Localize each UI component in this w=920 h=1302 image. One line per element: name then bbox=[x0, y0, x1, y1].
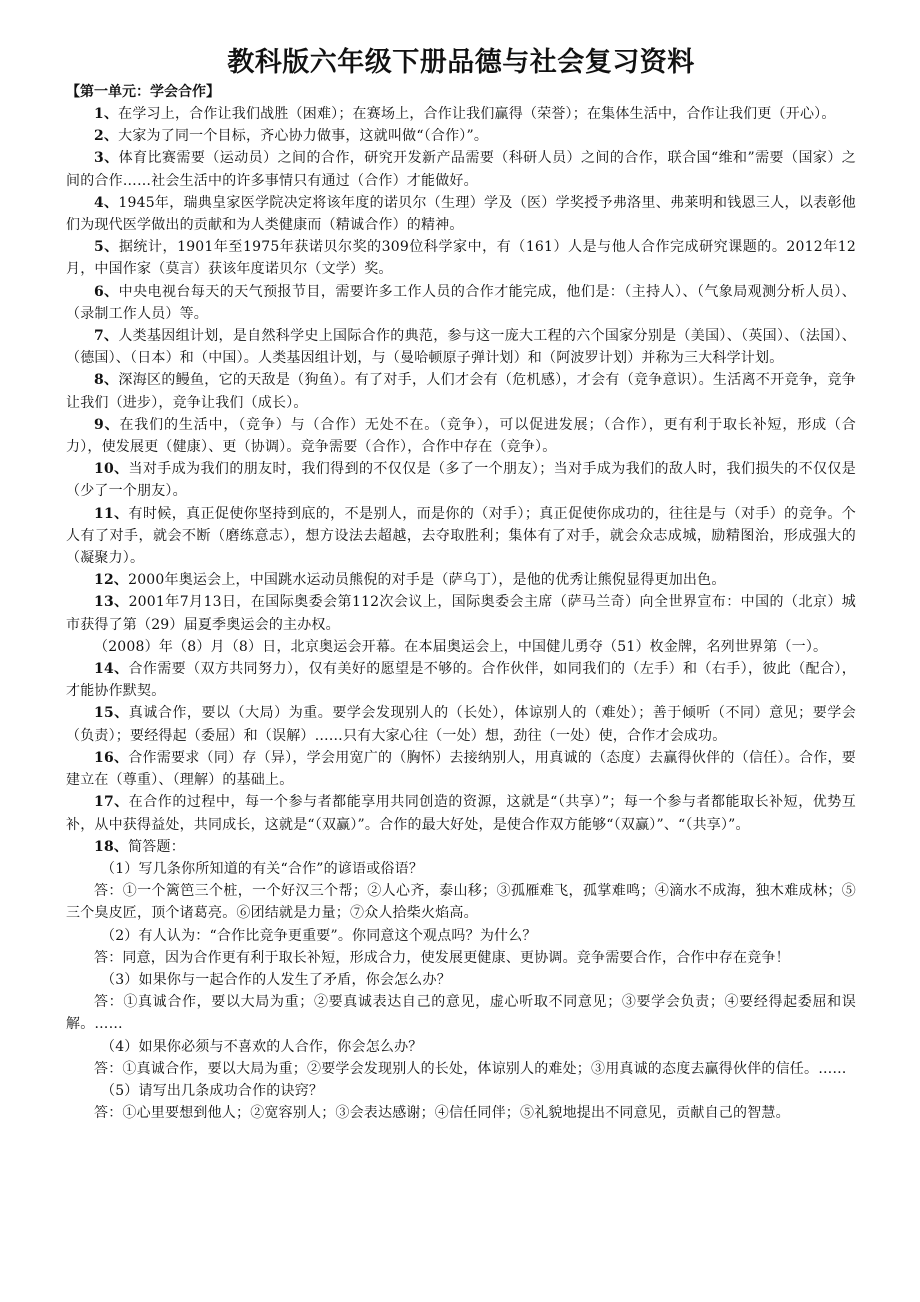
item-text: 合作需要求（同）存（异），学会用宽广的（胸怀）去接纳别人，用真诚的（态度）去赢得伙伴的（信任）。合作，要建立在（尊重）、（理解）的基础上。 bbox=[66, 749, 856, 789]
item-text: 中央电视台每天的天气预报节目，需要许多工作人员的合作才能完成，他们是：（主持人）、（气象局观测分析人员）、（录制工作人员）等。 bbox=[66, 283, 856, 322]
item-paragraph bbox=[66, 591, 856, 635]
item-paragraph bbox=[66, 503, 856, 570]
item-number: 10、 bbox=[94, 461, 129, 478]
document-title: 教科版六年级下册品德与社会复习资料 bbox=[227, 47, 695, 78]
answer: 答：①心里要想到他人；②宽容别人；③会表达感谢；④信任同伴；⑤礼貌地提出不同意见，贡献自己的智慧。 bbox=[94, 1105, 790, 1122]
item-text: 大家为了同一个目标，齐心协力做事，这就叫做“（合作）”。 bbox=[118, 128, 489, 145]
item-paragraph bbox=[66, 325, 856, 369]
question: （5）请写出几条成功合作的诀窍？ bbox=[101, 1082, 324, 1099]
numbered-items bbox=[66, 103, 856, 858]
item-text: 真诚合作，要以（大局）为重。要学会发现别人的（长处），体谅别人的（难处）；善于倾听（不同）意见；要学会（负责）；要经得起（委屈）和（误解）……只有大家心往（一处）想，劲往（一处）使，合作才会成功。 bbox=[66, 705, 856, 744]
item-text: 当对手成为我们的朋友时，我们得到的不仅仅是（多了一个朋友）；当对手成为我们的敌人时，我们损失的不仅仅是（少了一个朋友）。 bbox=[66, 461, 856, 500]
item-number: 9、 bbox=[94, 416, 120, 433]
answer: 答：①真诚合作，要以大局为重；②要真诚表达自己的意见，虚心听取不同意见；③要学会负责；④要经得起委屈和误解。…… bbox=[66, 994, 856, 1033]
item-number: 13、 bbox=[94, 594, 129, 611]
item-paragraph-continued bbox=[66, 636, 856, 658]
item-paragraph bbox=[66, 103, 856, 125]
item-text: 简答题： bbox=[128, 838, 185, 855]
item-paragraph bbox=[66, 125, 856, 147]
question: （1）写几条你所知道的有关“合作”的谚语或俗语？ bbox=[101, 860, 424, 877]
item-text: 2001年7月13日，在国际奥委会第112次会议上，国际奥委会主席（萨马兰奇）向全世界宣布：中国的（北京）城市获得了第（29）届夏季奥运会的主办权。 bbox=[66, 594, 856, 633]
item-paragraph bbox=[66, 658, 856, 702]
item-paragraph bbox=[66, 458, 856, 502]
item-text: 1945年，瑞典皇家医学院决定将该年度的诺贝尔（生理）学及（医）学奖授予弗洛里、弗莱明和钱恩三人，以表彰他们为现代医学做出的贡献和为人类健康而（精诚合作）的精神。 bbox=[66, 194, 856, 234]
item-text: 在学习上，合作让我们战胜（困难）；在赛场上，合作让我们赢得（荣誉）；在集体生活中，合作让我们更（开心）。 bbox=[118, 106, 836, 122]
item-text: 据统计，1901年至1975年获诺贝尔奖的309位科学家中，有（161）人是与他人合作完成研究课题的。2012年12月，中国作家（莫言）获该年度诺贝尔（文学）奖。 bbox=[66, 239, 856, 278]
item-number: 3、 bbox=[94, 150, 119, 167]
item-number: 18、 bbox=[94, 838, 129, 855]
item-text: 深海区的鳗鱼，它的天敌是（狗鱼）。有了对手，人们才会有（危机感），才会有（竞争意识）。生活离不开竞争，竞争让我们（进步），竞争让我们（成长）。 bbox=[66, 372, 856, 411]
item-number: 7、 bbox=[94, 328, 119, 345]
item-paragraph bbox=[66, 414, 856, 458]
item-number: 16、 bbox=[94, 749, 129, 766]
question: （2）有人认为：“合作比竞争更重要”。你同意这个观点吗？为什么？ bbox=[101, 927, 537, 944]
item-paragraph bbox=[66, 281, 856, 325]
item-text: 在合作的过程中，每一个参与者都能享用共同创造的资源，这就是“（共享）”；每一个参与者都能取长补短，优势互补，从中获得益处，共同成长，这就是“（双赢）”。合作的最大好处，是使合作双方能够“（双赢）”、“（共享）”。 bbox=[66, 794, 856, 833]
item-text: （2008）年（8）月（8）日，北京奥运会开幕。在本届奥运会上，中国健儿勇夺（51）枚金牌，名列世界第（一）。 bbox=[94, 638, 828, 655]
item-paragraph bbox=[66, 747, 856, 791]
answer: 答：①一个篱笆三个桩，一个好汉三个帮；②人心齐，泰山移；③孤雁难飞，孤掌难鸣；④滴水不成海，独木难成林；⑤三个臭皮匠，顶个诸葛亮。⑥团结就是力量；⑦众人拾柴火焰高。 bbox=[66, 883, 856, 922]
item-paragraph bbox=[66, 569, 856, 591]
item-text: 合作需要（双方共同努力），仅有美好的愿望是不够的。合作伙伴，如同我们的（左手）和（右手），彼此（配合），才能协作默契。 bbox=[66, 661, 856, 700]
item-number: 11、 bbox=[94, 505, 129, 522]
question: （3）如果你与一起合作的人发生了矛盾，你会怎么办？ bbox=[101, 971, 451, 988]
unit-heading: 【第一单元：学会合作】 bbox=[66, 84, 220, 100]
item-paragraph bbox=[66, 836, 856, 858]
answer: 答：①真诚合作，要以大局为重；②要学会发现别人的长处，体谅别人的难处；③用真诚的态度去赢得伙伴的信任。…… bbox=[94, 1060, 847, 1077]
item-text: 在我们的生活中，（竞争）与（合作）无处不在。（竞争），可以促进发展；（合作），更有利于取长补短，形成（合力），使发展更（健康）、更（协调）。竞争需要（合作），合作中存在（竞争）。 bbox=[66, 416, 856, 456]
item-text: 有时候，真正促使你坚持到底的，不是别人，而是你的（对手）；真正促使你成功的，往往是与（对手）的竞争。个人有了对手，就会不断（磨练意志），想方设法去超越，去夺取胜利；集体有了对手，就会众志成城，励精图治，形成强大的（凝聚力）。 bbox=[66, 505, 856, 567]
short-answer-section bbox=[66, 858, 856, 1124]
answer: 答：同意，因为合作更有利于取长补短，形成合力，使发展更健康、更协调。竞争需要合作，合作中存在竞争！ bbox=[94, 949, 790, 966]
item-number: 15、 bbox=[94, 705, 129, 722]
item-number: 17、 bbox=[94, 794, 129, 811]
item-number: 2、 bbox=[94, 128, 119, 145]
item-number: 4、 bbox=[94, 194, 119, 211]
item-paragraph bbox=[66, 702, 856, 746]
item-number: 8、 bbox=[94, 372, 119, 389]
item-number: 12、 bbox=[94, 572, 129, 589]
item-number: 5、 bbox=[94, 239, 119, 256]
item-text: 2000年奥运会上，中国跳水运动员熊倪的对手是（萨乌丁），是他的优秀让熊倪显得更加出色。 bbox=[128, 572, 726, 589]
item-paragraph bbox=[66, 192, 856, 236]
item-number: 6、 bbox=[94, 283, 119, 300]
item-text: 人类基因组计划，是自然科学史上国际合作的典范，参与这一庞大工程的六个国家分别是（美国）、（英国）、（法国）、（德国）、（日本）和（中国）。人类基因组计划，与（曼哈顿原子弹计划）和（阿波罗计划）并称为三大科学计划。 bbox=[66, 328, 856, 367]
item-paragraph bbox=[66, 147, 856, 191]
item-text: 体育比赛需要（运动员）之间的合作，研究开发新产品需要（科研人员）之间的合作，联合国“维和”需要（国家）之间的合作……社会生活中的许多事情只有通过（合作）才能做好。 bbox=[66, 150, 856, 189]
item-paragraph bbox=[66, 236, 856, 280]
item-number: 14、 bbox=[94, 661, 129, 678]
item-paragraph bbox=[66, 369, 856, 413]
item-number: 1、 bbox=[94, 106, 119, 122]
question: （4）如果你必须与不喜欢的人合作，你会怎么办？ bbox=[101, 1038, 423, 1055]
item-paragraph bbox=[66, 791, 856, 835]
